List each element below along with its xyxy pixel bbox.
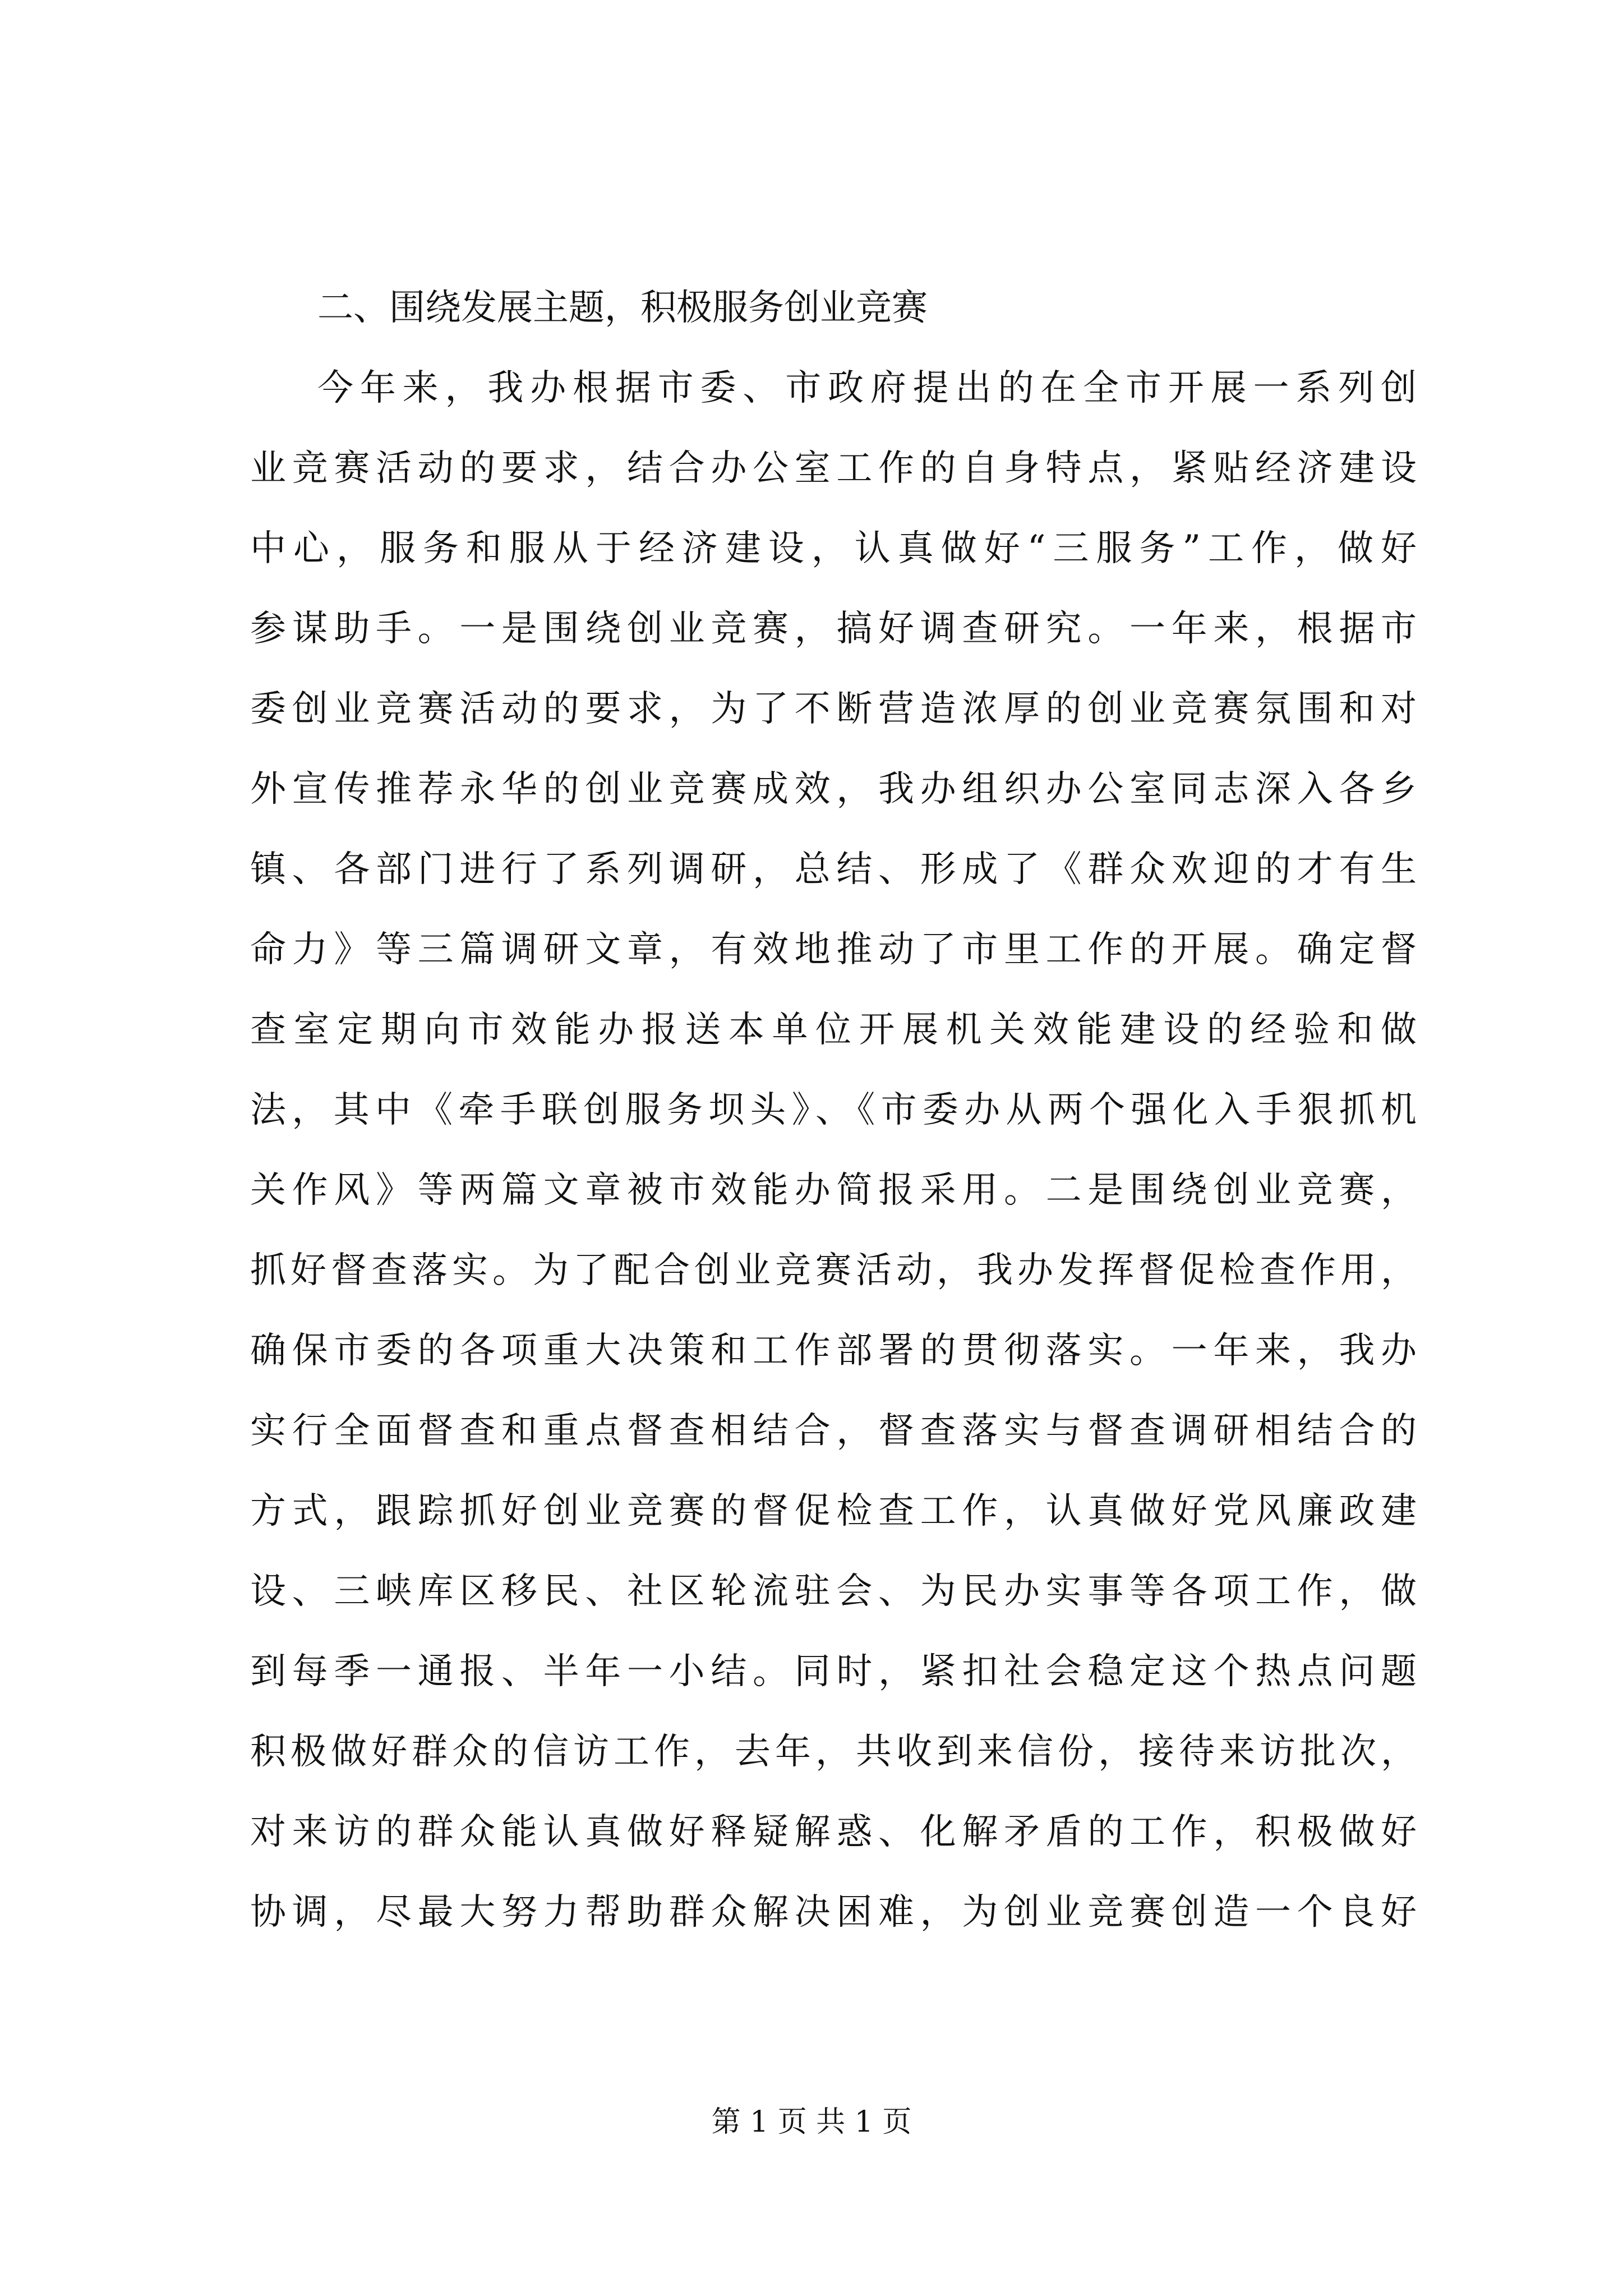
paragraph-line: 参谋助手。一是围绕创业竞赛，搞好调查研究。一年来，根据市 [250,608,1417,650]
section-heading: 二、围绕发展主题，积极服务创业竞赛 [317,287,928,329]
body-paragraph [250,348,1417,1953]
paragraph-line: 委创业竞赛活动的要求，为了不断营造浓厚的创业竞赛氛围和对 [250,688,1417,730]
paragraph-line: 协调，尽最大努力帮助群众解决困难，为创业竞赛创造一个良好 [250,1892,1417,1933]
paragraph-line: 积极做好群众的信访工作，去年，共收到来信份，接待来访批次， [250,1731,1417,1773]
paragraph-line: 中心，服务和服从于经济建设，认真做好“三服务”工作，做好 [250,528,1417,569]
paragraph-line: 镇、各部门进行了系列调研，总结、形成了《群众欢迎的才有生 [250,849,1417,890]
paragraph-line: 查室定期向市效能办报送本单位开展机关效能建设的经验和做 [250,1009,1417,1051]
paragraph-line: 设、三峡库区移民、社区轮流驻会、为民办实事等各项工作，做 [250,1571,1417,1612]
paragraph-line: 方式，跟踪抓好创业竞赛的督促检查工作，认真做好党风廉政建 [250,1490,1417,1532]
paragraph-line: 命力》等三篇调研文章，有效地推动了市里工作的开展。确定督 [250,929,1417,970]
paragraph-line: 确保市委的各项重大决策和工作部署的贯彻落实。一年来，我办 [250,1330,1417,1372]
paragraph-line: 到每季一通报、半年一小结。同时，紧扣社会稳定这个热点问题 [250,1651,1417,1692]
paragraph-line: 抓好督查落实。为了配合创业竞赛活动，我办发挥督促检查作用， [250,1250,1417,1291]
paragraph-line: 业竞赛活动的要求，结合办公室工作的自身特点，紧贴经济建设 [250,448,1417,489]
paragraph-line: 实行全面督查和重点督查相结合，督查落实与督查调研相结合的 [250,1410,1417,1452]
paragraph-line: 对来访的群众能认真做好释疑解惑、化解矛盾的工作，积极做好 [250,1811,1417,1853]
paragraph-line: 关作风》等两篇文章被市效能办简报采用。二是围绕创业竞赛， [250,1170,1417,1211]
paragraph-line: 法，其中《牵手联创服务坝头》、《市委办从两个强化入手狠抓机 [250,1089,1417,1131]
page-footer: 第 1 页 共 1 页 [711,2105,912,2139]
document-body [250,268,1417,1953]
paragraph-line: 外宣传推荐永华的创业竞赛成效，我办组织办公室同志深入各乡 [250,769,1417,810]
paragraph-line: 今年来，我办根据市委、市政府提出的在全市开展一系列创 [317,367,1417,409]
